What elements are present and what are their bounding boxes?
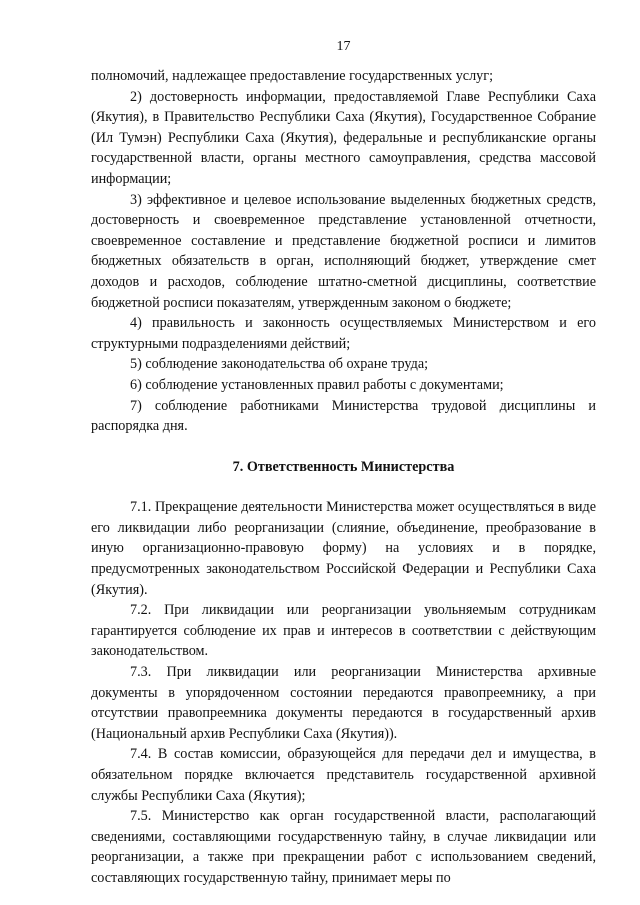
clause-7-1: 7.1. Прекращение деятельности Министерства может осуществляться в виде его ликвидации либо реорганизации (слияние, объединение, преобразование в иную организационно-правовую форму) на условиях и в порядке, предусмотренных законодательством Российской Федерации и Республики Саха (Якутия).: [91, 499, 596, 598]
paragraph-item-4: 4) правильность и законность осуществляемых Министерством и его структурными подразделениями действий;: [91, 315, 596, 352]
paragraph-item-7: 7) соблюдение работниками Министерства трудовой дисциплины и распорядка дня.: [91, 397, 596, 435]
page-number: 17: [336, 39, 351, 54]
section-heading: 7. Ответственность Министерства: [232, 458, 455, 475]
paragraph-continuation: полномочий, надлежащее предоставление государственных услуг;: [91, 68, 494, 84]
clause-7-3: 7.3. При ликвидации или реорганизации Министерства архивные документы в упорядоченном состоянии передаются правопреемнику, а при отсутствии правопреемника документы передаются в государственный архив (Национальный архив Республики Саха (Якутия)).: [91, 664, 596, 742]
document-body: [91, 66, 596, 889]
paragraph-item-3: 3) эффективное и целевое использование выделенных бюджетных средств, достоверность и своевременное представление установленной отчетности, своевременное составление и представление бюджетной росписи и лимитов бюджетных обязательств в орган, исполняющий бюджет, утверждение смет доходов и расходов, соблюдение штатно-сметной дисциплины, соответствие бюджетной росписи показателям, утвержденным законом о бюджете;: [91, 191, 596, 311]
paragraph-item-5: 5) соблюдение законодательства об охране труда;: [130, 356, 429, 373]
paragraph-item-2: 2) достоверность информации, предоставляемой Главе Республики Саха (Якутия), в Правительство Республики Саха (Якутия), Государственное Собрание (Ил Тумэн) Республики Саха (Якутия), федеральные и республиканские органы государственной власти, органы местного самоуправления, средства массовой информации;: [91, 88, 596, 187]
clause-7-2: 7.2. При ликвидации или реорганизации увольняемым сотрудникам гарантируется соблюдение их прав и интересов в соответствии с действующим законодательством.: [91, 602, 596, 660]
clause-7-4: 7.4. В состав комиссии, образующейся для передачи дел и имущества, в обязательном порядке включается представитель государственной архивной службы Республики Саха (Якутия);: [91, 746, 596, 804]
clause-7-5: 7.5. Министерство как орган государственной власти, располагающий сведениями, составляющими государственную тайну, в случае ликвидации или реорганизации, а также при прекращении работ с использованием сведений, составляющих государственную тайну, принимает меры по: [91, 808, 596, 886]
paragraph-item-6: 6) соблюдение установленных правил работы с документами;: [130, 376, 504, 393]
